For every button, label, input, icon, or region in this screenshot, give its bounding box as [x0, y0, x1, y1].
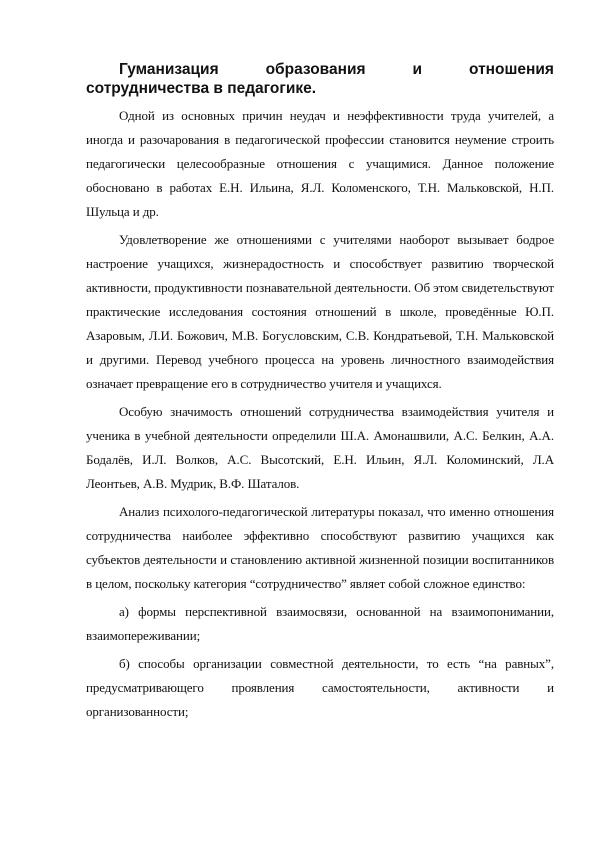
list-item-a: а) формы перспективной взаимосвязи, основанной на взаимопонимании, взаимопереживании;: [86, 604, 554, 643]
list-item-b: б) способы организации совместной деятельности, то есть “на равных”, предусматривающего проявления самостоятельности, активности и организованности;: [86, 656, 554, 719]
title-word: Гуманизация: [119, 61, 219, 78]
document-title: [86, 60, 554, 98]
paragraph-2: Удовлетворение же отношениями с учителями наоборот вызывает бодрое настроение учащихся, жизнерадостность и способствует развитию творческой активности, продуктивности познавательной деятельности. Об этом свидетельствуют практические исследования состояния отношений в школе, проведённые Ю.П. Азаровым, Л.И. Божович, М.В. Богусловским, С.В. Кондратьевой, Т.Н. Мальковской и другими. Перевод учебного процесса на уровень личностного взаимодействия означает превращение его в сотрудничество учителя и учащихся.: [86, 232, 554, 391]
paragraph-4: Анализ психолого-педагогической литературы показал, что именно отношения сотрудничества наиболее эффективно способствуют развитию учащихся как субъектов деятельности и становлению активной жизненной позиции воспитанников в целом, поскольку категория “сотрудничество” являет собой сложное единство:: [86, 504, 554, 591]
title-line-1: [86, 60, 554, 79]
title-word: отношения: [469, 61, 554, 78]
title-word: и: [412, 61, 423, 78]
paragraph-3: Особую значимость отношений сотрудничества взаимодействия учителя и ученика в учебной деятельности определили Ш.А. Амонашвили, А.С. Белкин, А.А. Бодалёв, И.Л. Волков, А.С. Высотский, Е.Н. Ильин, Я.Л. Коломинский, Л.А Леонтьев, А.В. Мудрик, В.Ф. Шаталов.: [86, 404, 554, 491]
title-word: образования: [265, 61, 366, 78]
document-page: [86, 60, 554, 728]
title-line-2: сотрудничества в педагогике.: [86, 80, 317, 97]
paragraph-1: Одной из основных причин неудач и неэффективности труда учителей, а иногда и разочарования в педагогической профессии становится неумение строить педагогически целесообразные отношения с учащимися. Данное положение обосновано в работах Е.Н. Ильина, Я.Л. Коломенского, Т.Н. Мальковской, Н.П. Шульца и др.: [86, 108, 554, 219]
